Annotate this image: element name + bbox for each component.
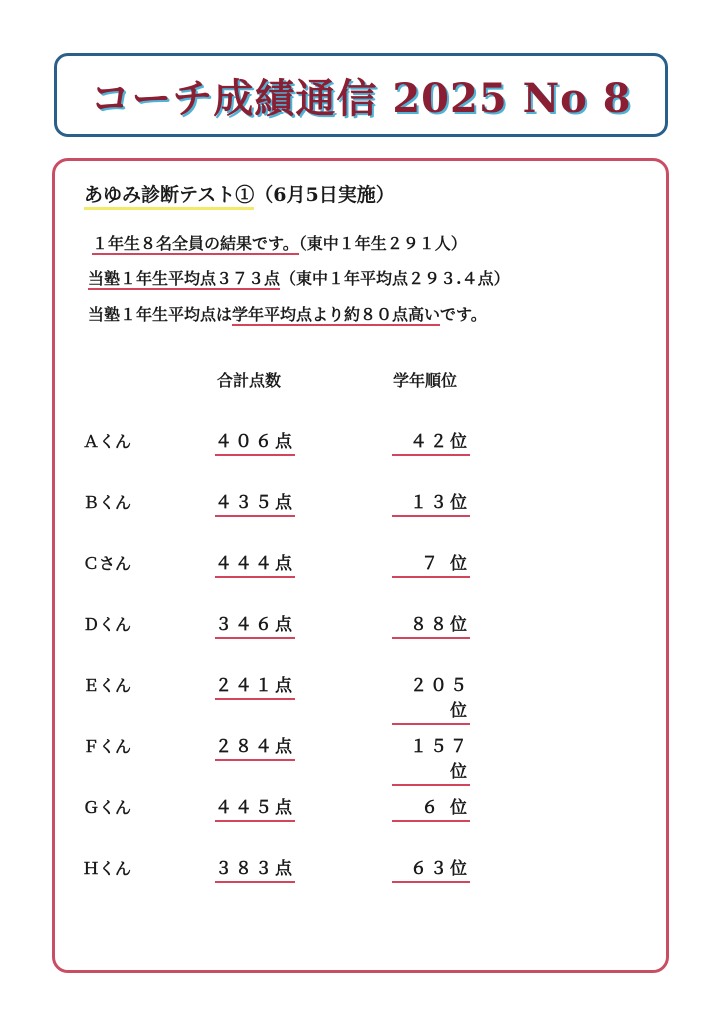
grade-rank: ４２位 [392,427,470,456]
student-name: Ｈくん [83,859,132,878]
student-name: Ｆくん [83,737,132,756]
grade-rank: １３位 [392,488,470,517]
grade-rank: ６３位 [392,854,470,883]
student-name: Ａくん [83,432,132,451]
column-header-rank: 学年順位 [393,371,458,390]
section-heading [84,180,395,207]
total-score: ４０６点 [215,427,295,456]
student-name: Ｂくん [83,493,132,512]
column-header-score: 合計点数 [217,371,282,390]
student-name: Ｇくん [83,798,132,817]
summary-line-3: 当塾１年生平均点は学年平均点より約８０点高いです。 [88,305,487,324]
total-score: ４４４点 [215,549,295,578]
total-score: ４４５点 [215,793,295,822]
total-score: ３４６点 [215,610,295,639]
summary-line-1: １年生８名全員の結果です。（東中１年生２９１人） [92,234,467,253]
total-score: ３８３点 [215,854,295,883]
student-name: Ｃさん [83,554,132,573]
total-score: ４３５点 [215,488,295,517]
student-name: Ｄくん [83,615,132,634]
total-score: ２４１点 [215,671,295,700]
grade-rank: ８８位 [392,610,470,639]
grade-rank: ２０５位 [392,671,470,725]
grade-rank: ７ 位 [392,549,470,578]
heading-note: （6月5日実施） [254,184,395,206]
page-title: コーチ成績通信 2025 No 8 [90,74,632,122]
grade-rank: ６ 位 [392,793,470,822]
grade-rank: １５７位 [392,732,470,786]
summary-line-2: 当塾１年生平均点３７３点（東中１年平均点２９３.４点） [88,269,510,288]
total-score: ２８４点 [215,732,295,761]
title-banner [54,53,668,137]
student-name: Ｅくん [83,676,132,695]
heading-main: あゆみ診断テスト① [84,184,254,210]
